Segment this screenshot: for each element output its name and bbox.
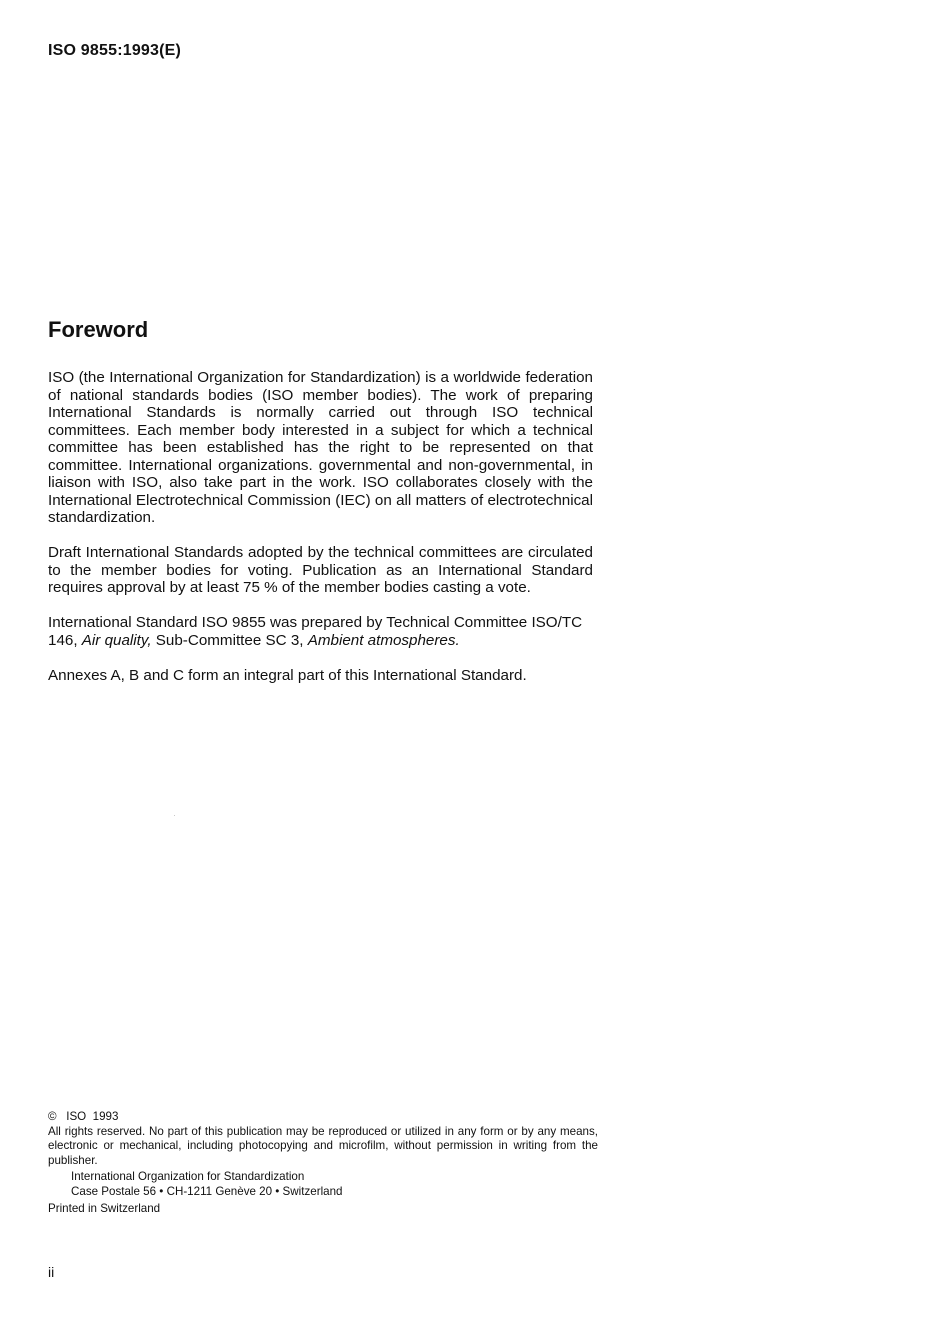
- copyright-notice: [48, 1110, 598, 1217]
- rights-statement: All rights reserved. No part of this publication may be reproduced or utilized in any form or by any means, electronic or mechanical, including photocopying and microfilm, without permission in writing from the publisher.: [48, 1124, 598, 1167]
- copyright-year: 1993: [92, 1110, 119, 1123]
- foreword-paragraph-draft-standards: Draft International Standards adopted by the technical committees are circulated to the member bodies for voting. Publication as an International Standard requires approval by at least 75 % of the member bodies casting a vote.: [48, 544, 593, 596]
- standard-identifier: ISO 9855:1993(E): [48, 42, 182, 59]
- foreword-paragraph-preparation: [48, 614, 593, 649]
- foreword-body: [48, 369, 593, 702]
- foreword-paragraph-annexes: Annexes A, B and C form an integral part of this International Standard.: [48, 666, 527, 684]
- copyright-symbol: ©: [48, 1110, 57, 1123]
- preparation-text-middle: Sub-Committee SC 3,: [151, 631, 308, 649]
- page-number: ii: [48, 1264, 55, 1280]
- copyright-line: [48, 1110, 598, 1125]
- preparation-text-start: International Standard ISO 9855 was prepared by Technical Committee ISO/TC 146,: [48, 614, 583, 649]
- copyright-owner: ISO: [66, 1110, 87, 1123]
- printed-in: Printed in Switzerland: [48, 1202, 161, 1215]
- committee-title-air-quality: Air quality,: [81, 631, 152, 649]
- foreword-paragraph-iso-description: ISO (the International Organization for Standardization) is a worldwide federation of national standards bodies (ISO member bodies). The work of preparing International Standards is normally carried out through ISO technical committees. Each member body interested in a subject for which a technical committee has been established has the right to be represented on that committee. International organizations. governmental and non-governmental, in liaison with ISO, also take part in the work. ISO collaborates closely with the International Electrotechnical Commission (IEC) on all matters of electrotechnical standardization.: [48, 369, 593, 526]
- publisher-address: [48, 1170, 598, 1199]
- foreword-heading: Foreword: [48, 317, 149, 342]
- publisher-name: International Organization for Standardization: [71, 1170, 305, 1183]
- subcommittee-title-ambient: Ambient atmospheres.: [307, 631, 460, 649]
- publisher-postal-address: Case Postale 56 • CH-1211 Genève 20 • Switzerland: [71, 1184, 343, 1198]
- scan-artifact: [174, 815, 175, 816]
